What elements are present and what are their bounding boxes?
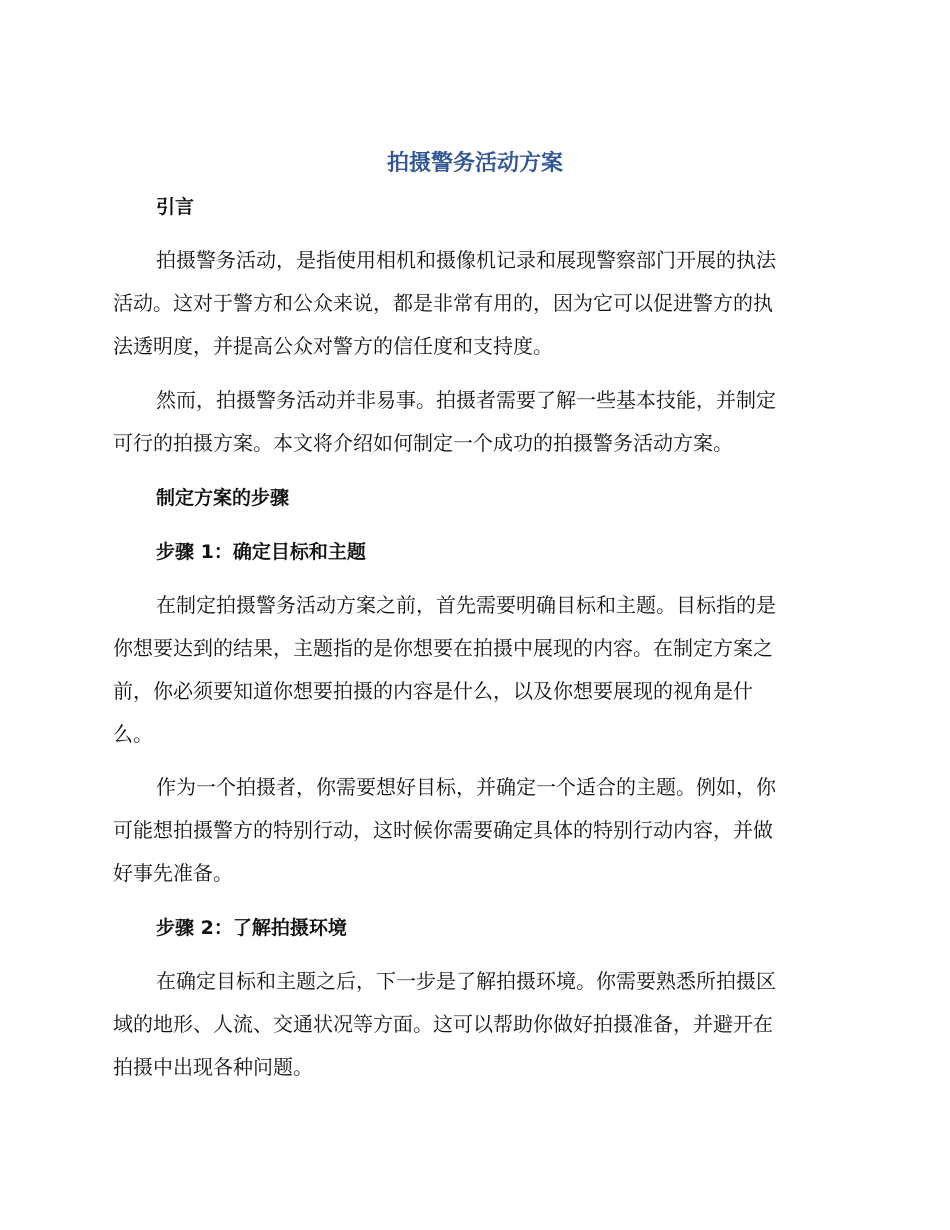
paragraph-line: 作为一个拍摄者，你需要想好目标，并确定一个适合的主题。例如，你 <box>156 775 776 799</box>
paragraph-line: 法透明度，并提高公众对警方的信任度和支持度。 <box>113 334 553 358</box>
paragraph-line: 活动。这对于警方和公众来说，都是非常有用的，因为它可以促进警方的执 <box>113 291 773 315</box>
section-heading-intro: 引言 <box>156 196 195 218</box>
paragraph-line: 可能想拍摄警方的特别行动，这时候你需要确定具体的特别行动内容，并做 <box>113 818 773 842</box>
paragraph-line: 你想要达到的结果，主题指的是你想要在拍摄中展现的内容。在制定方案之 <box>113 636 773 660</box>
step-2-heading: 步骤 2：了解拍摄环境 <box>156 917 347 939</box>
paragraph-line: 前，你必须要知道你想要拍摄的内容是什么，以及你想要展现的视角是什 <box>113 679 753 703</box>
step-1-paragraph-2 <box>113 766 829 895</box>
step-1-paragraph-1 <box>113 584 829 756</box>
paragraph-line: 在制定拍摄警务活动方案之前，首先需要明确目标和主题。目标指的是 <box>156 593 776 617</box>
paragraph-line: 域的地形、人流、交通状况等方面。这可以帮助你做好拍摄准备，并避开在 <box>113 1012 773 1036</box>
paragraph-line: 然而，拍摄警务活动并非易事。拍摄者需要了解一些基本技能，并制定 <box>156 388 776 412</box>
section-heading-steps: 制定方案的步骤 <box>156 487 290 509</box>
paragraph-line: 拍摄警务活动，是指使用相机和摄像机记录和展现警察部门开展的执法 <box>156 248 776 272</box>
step-2-paragraph-1 <box>113 960 829 1089</box>
intro-paragraph-2 <box>113 379 829 465</box>
document-title: 拍摄警务活动方案 <box>386 151 563 176</box>
paragraph-line: 好事先准备。 <box>113 861 233 885</box>
paragraph-line: 么。 <box>113 722 153 746</box>
paragraph-line: 拍摄中出现各种问题。 <box>113 1055 313 1079</box>
paragraph-line: 在确定目标和主题之后，下一步是了解拍摄环境。你需要熟悉所拍摄区 <box>156 969 776 993</box>
intro-paragraph-1 <box>113 239 829 368</box>
step-1-heading: 步骤 1：确定目标和主题 <box>156 541 366 563</box>
paragraph-line: 可行的拍摄方案。本文将介绍如何制定一个成功的拍摄警务活动方案。 <box>113 431 733 455</box>
